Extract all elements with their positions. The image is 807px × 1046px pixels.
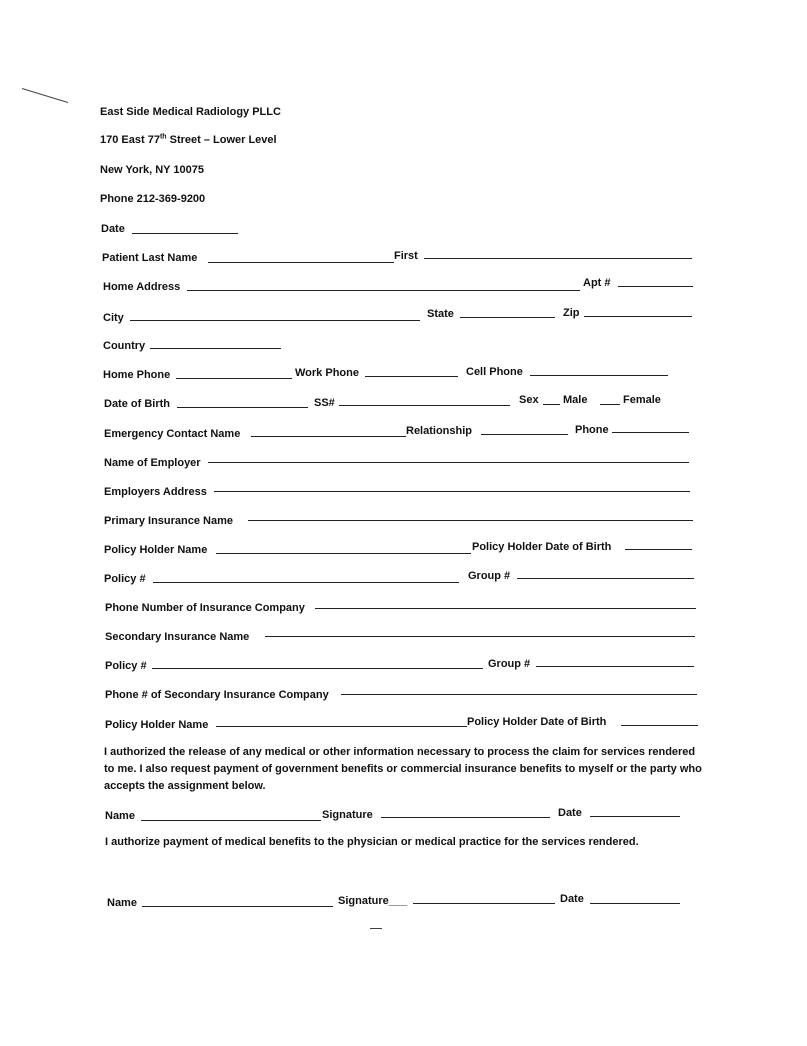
scan-mark: [22, 88, 68, 103]
signer-name-field-2[interactable]: [142, 906, 333, 907]
authorization-payment-text: I authorize payment of medical benefits to the physician or medical practice for the services rendered.: [105, 836, 639, 848]
date-field[interactable]: [132, 233, 238, 234]
address-rest: Street – Lower Level: [166, 134, 277, 146]
secondary-policy-holder-dob-label: Policy Holder Date of Birth: [467, 716, 607, 728]
home-address-label: Home Address: [103, 281, 181, 293]
secondary-insurance-label: Secondary Insurance Name: [105, 631, 250, 643]
practice-phone: Phone 212-369-9200: [100, 193, 206, 205]
relationship-label: Relationship: [406, 425, 473, 437]
date-label: Date: [101, 223, 125, 235]
dob-label: Date of Birth: [104, 398, 170, 410]
secondary-policy-holder-name-label: Policy Holder Name: [105, 719, 209, 731]
secondary-policy-holder-dob-field[interactable]: [621, 725, 698, 726]
policy-holder-dob-label: Policy Holder Date of Birth: [472, 541, 612, 553]
male-label: Male: [563, 394, 588, 406]
policy-number-field[interactable]: [153, 582, 459, 583]
dob-field[interactable]: [177, 407, 308, 408]
scan-mark: [370, 928, 382, 929]
authorization-release-text: I authorized the release of any medical or other information necessary to process the claim for services rendered to me. I also request payment of government benefits or commercial insurance benefits to myself or the party who accepts the assignment below.: [104, 746, 702, 792]
address-suffix: th: [159, 133, 167, 141]
work-phone-label: Work Phone: [295, 367, 359, 379]
state-field[interactable]: [460, 317, 555, 318]
zip-label: Zip: [563, 307, 580, 319]
employer-address-field[interactable]: [214, 491, 690, 492]
first-name-label: First: [394, 250, 418, 262]
signature-label-2: Signature___: [338, 895, 408, 907]
primary-insurance-field[interactable]: [248, 520, 693, 521]
insurance-phone-label: Phone Number of Insurance Company: [105, 602, 305, 614]
apt-field[interactable]: [618, 286, 693, 287]
policy-holder-name-field[interactable]: [216, 553, 471, 554]
home-phone-label: Home Phone: [103, 369, 171, 381]
female-checkbox-line[interactable]: [600, 404, 620, 405]
address-number: 170 East 77: [100, 134, 160, 146]
primary-insurance-label: Primary Insurance Name: [104, 515, 234, 527]
insurance-phone-field[interactable]: [315, 608, 696, 609]
female-label: Female: [623, 394, 661, 406]
apt-label: Apt #: [583, 277, 611, 289]
sex-label: Sex: [519, 394, 539, 406]
emergency-contact-label: Emergency Contact Name: [104, 428, 241, 440]
secondary-insurance-field[interactable]: [265, 636, 695, 637]
male-checkbox-line[interactable]: [543, 404, 560, 405]
signature-field-1[interactable]: [381, 817, 550, 818]
secondary-group-number-label: Group #: [488, 658, 531, 670]
work-phone-field[interactable]: [365, 376, 458, 377]
cell-phone-label: Cell Phone: [466, 366, 523, 378]
emergency-contact-field[interactable]: [251, 436, 406, 437]
practice-name: East Side Medical Radiology PLLC: [100, 106, 281, 118]
signer-name-field-1[interactable]: [141, 820, 321, 821]
emergency-phone-field[interactable]: [612, 432, 689, 433]
country-field[interactable]: [150, 348, 281, 349]
patient-last-name-label: Patient Last Name: [102, 252, 198, 264]
secondary-policy-number-label: Policy #: [105, 660, 147, 672]
secondary-group-number-field[interactable]: [536, 666, 694, 667]
employer-name-label: Name of Employer: [104, 457, 201, 469]
secondary-policy-number-field[interactable]: [152, 668, 483, 669]
employer-name-field[interactable]: [208, 462, 689, 463]
home-address-field[interactable]: [187, 290, 580, 291]
zip-field[interactable]: [584, 316, 692, 317]
date-field-1[interactable]: [590, 816, 680, 817]
date-label-2: Date: [560, 893, 584, 905]
city-label: City: [103, 312, 124, 324]
ss-field[interactable]: [339, 405, 510, 406]
country-label: Country: [103, 340, 146, 352]
signer-name-label-1: Name: [105, 810, 135, 822]
cell-phone-field[interactable]: [530, 375, 668, 376]
secondary-phone-label: Phone # of Secondary Insurance Company: [105, 689, 329, 701]
emergency-phone-label: Phone: [575, 424, 609, 436]
city-field[interactable]: [130, 320, 420, 321]
signature-field-2[interactable]: [413, 903, 555, 904]
home-phone-field[interactable]: [176, 378, 292, 379]
state-label: State: [427, 308, 454, 320]
policy-holder-dob-field[interactable]: [625, 549, 692, 550]
relationship-field[interactable]: [481, 434, 568, 435]
policy-holder-name-label: Policy Holder Name: [104, 544, 208, 556]
employer-address-label: Employers Address: [104, 486, 207, 498]
ss-label: SS#: [314, 397, 335, 409]
practice-address: [100, 134, 277, 147]
signature-label-1: Signature: [322, 809, 373, 821]
secondary-policy-holder-name-field[interactable]: [216, 726, 467, 727]
date-field-2[interactable]: [590, 903, 680, 904]
secondary-phone-field[interactable]: [341, 694, 697, 695]
signer-name-label-2: Name: [107, 897, 137, 909]
policy-number-label: Policy #: [104, 573, 146, 585]
group-number-field[interactable]: [517, 578, 694, 579]
first-name-field[interactable]: [424, 258, 692, 259]
group-number-label: Group #: [468, 570, 511, 582]
date-label-1: Date: [558, 807, 582, 819]
practice-city: New York, NY 10075: [100, 164, 204, 176]
patient-last-name-field[interactable]: [208, 262, 394, 263]
